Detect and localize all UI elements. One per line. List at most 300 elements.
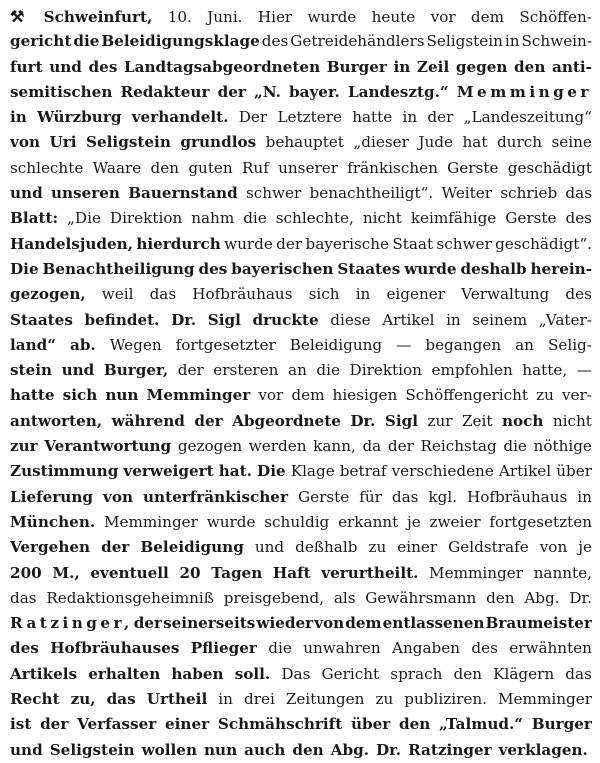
word: 200 [10, 563, 42, 582]
word: an [288, 361, 307, 380]
word: die [316, 361, 340, 380]
word: „Die [67, 209, 101, 228]
word: Recht [10, 690, 60, 709]
word: hierdurch [136, 234, 221, 253]
word: der [217, 82, 246, 101]
word: des [261, 32, 289, 51]
word: soll. [234, 664, 271, 683]
word: Schweinfurt, [43, 8, 153, 26]
word: benachtheiligt“. [309, 184, 434, 203]
word: nicht [552, 411, 592, 430]
word: werden [248, 437, 307, 456]
text-line [10, 130, 592, 155]
word: eigener [386, 285, 446, 304]
text-line [10, 232, 592, 257]
word: wieder [256, 614, 314, 633]
text-line [10, 738, 592, 763]
word: den [514, 57, 546, 76]
word: zur [427, 411, 453, 430]
word: Abgeordnete [232, 411, 341, 430]
word: Direktion [109, 209, 183, 228]
word: von [314, 614, 345, 633]
word: Staates [337, 259, 401, 278]
text-line [10, 510, 592, 535]
word: in [355, 285, 371, 304]
word: weil [101, 285, 134, 304]
word: Ratzinger, [10, 614, 133, 633]
word: als [333, 588, 356, 607]
word: fränkischen [347, 158, 438, 177]
text-line [10, 636, 592, 661]
word: den [399, 715, 431, 734]
word: befindet. [84, 310, 160, 329]
word: Bauernstand [128, 184, 238, 203]
word: Seligstein [49, 740, 135, 759]
text-line [10, 333, 592, 358]
word: Beleidigung [289, 335, 383, 354]
word: schwer [245, 184, 302, 203]
word: 20 [179, 563, 201, 582]
word: den [292, 740, 324, 759]
word: Juni. [207, 8, 243, 26]
word: deshalb [460, 259, 527, 278]
word: Memminger [498, 690, 592, 709]
word: Gerste [447, 158, 499, 177]
word: keimfähige [410, 209, 497, 228]
word: drei [243, 690, 275, 709]
word: Schwein- [521, 32, 592, 51]
word: wurde [307, 8, 357, 26]
word: Beleidigungsklage [101, 32, 260, 51]
word: dem [291, 386, 325, 405]
word: Die [257, 462, 286, 481]
word: „N. [253, 82, 281, 101]
word: Redakteur [120, 82, 210, 101]
word: heute [371, 8, 416, 26]
word: zu [368, 538, 387, 557]
word: Handelsjuden, [10, 234, 133, 253]
word: Benachtheiligung [42, 259, 195, 278]
word: an [515, 335, 534, 354]
word: empfohlen [431, 361, 513, 380]
word: schrieb [500, 184, 558, 203]
word: hiesigen [332, 386, 398, 405]
word: unserer [278, 158, 338, 177]
word: das [391, 487, 419, 506]
word: begangen [425, 335, 502, 354]
text-line [10, 80, 592, 105]
text-line [10, 358, 592, 383]
word: Blatt: [10, 209, 59, 228]
word: Burger, [103, 361, 169, 380]
text-line [10, 586, 592, 611]
word: und [49, 57, 82, 76]
word: druckte [252, 310, 319, 329]
word: zur [10, 437, 38, 456]
word: hatte [10, 386, 55, 405]
word: in [10, 108, 27, 127]
text-line [10, 459, 592, 484]
word: Lieferung [10, 487, 94, 506]
word: verschiedene [391, 462, 494, 481]
word: antworten, [10, 411, 103, 430]
word: Memminger [146, 386, 251, 405]
word: Abg. [524, 588, 560, 607]
word: Dr. [569, 588, 592, 607]
word: dem [345, 614, 382, 633]
word: nannte, [533, 563, 592, 582]
word: vor [430, 8, 456, 26]
word: anti- [551, 57, 592, 76]
word: „Talmud.“ [439, 715, 524, 734]
word: Schmähschrift [217, 715, 343, 734]
word: Seligstein [86, 133, 171, 152]
word: Tagen [211, 563, 263, 582]
word: wurde [206, 512, 256, 531]
word: — [576, 361, 592, 380]
word: gezogen [177, 437, 243, 456]
word: in [446, 310, 461, 329]
word: des [88, 57, 118, 76]
word: Memminger [456, 82, 592, 101]
word: eventuell [90, 563, 169, 582]
word: Uri [49, 133, 77, 152]
text-line [10, 611, 592, 636]
word: in [393, 57, 411, 76]
newspaper-article [10, 4, 592, 763]
word: Dr. [350, 411, 376, 430]
word: des [198, 259, 228, 278]
word: Klage [290, 462, 335, 481]
word: Ruf [241, 158, 269, 177]
word: Zeil [416, 57, 450, 76]
word: gericht [10, 32, 72, 51]
word: kgl. [428, 487, 458, 506]
word: Selig- [547, 335, 592, 354]
word: Vergehen [10, 538, 91, 557]
word: diese [330, 310, 371, 329]
word: Zeitungen [285, 690, 365, 709]
word: herein- [530, 259, 592, 278]
word: während [111, 411, 185, 430]
word: zweier [429, 512, 481, 531]
word: die [268, 639, 292, 658]
word: der [387, 437, 414, 456]
text-line [10, 662, 592, 687]
word: geschädigt [507, 158, 592, 177]
word: Sigl [207, 310, 241, 329]
word: Gerste [505, 209, 557, 228]
word: der [177, 361, 204, 380]
word: ersteren [213, 361, 279, 380]
word: Urtheil [146, 690, 208, 709]
word: entlassenen [382, 614, 485, 633]
word: gegen [455, 57, 508, 76]
word: Wegen [109, 335, 162, 354]
word: sprach [390, 664, 443, 683]
text-line [10, 687, 592, 712]
word: schlechte, [275, 209, 354, 228]
text-line [10, 181, 592, 206]
word: dem [470, 8, 505, 26]
word: Angaben [391, 639, 461, 658]
word: seine [551, 133, 592, 152]
word: nöthige [533, 437, 592, 456]
word: Direktion [349, 361, 422, 380]
word: schlechte [10, 158, 84, 177]
word: da [362, 437, 382, 456]
word: Haft [272, 563, 311, 582]
word: ist [10, 715, 32, 734]
word: Verantwortung [44, 437, 172, 456]
text-line [10, 206, 592, 231]
word: M., [52, 563, 80, 582]
word: Sigl [384, 411, 419, 430]
word: Pflieger [190, 639, 257, 658]
word: wurde [224, 234, 273, 253]
word: Artikel [498, 462, 552, 481]
word: der [276, 234, 303, 253]
text-line [10, 282, 592, 307]
text-line [10, 712, 592, 737]
word: und [61, 361, 95, 380]
word: Ratzinger [408, 740, 492, 759]
word: nicht [362, 209, 402, 228]
word: verklagen. [498, 740, 588, 759]
word: Landtagsabgeordneten [123, 57, 321, 76]
word: Zustimmung [10, 462, 119, 481]
word: das [149, 285, 177, 304]
word: guten [188, 158, 233, 177]
word: nahm [191, 209, 235, 228]
word: einer [165, 715, 210, 734]
word: Artikel [382, 310, 435, 329]
word: das [565, 664, 592, 683]
word: stein [10, 361, 53, 380]
word: Letztere [277, 108, 342, 127]
word: von [10, 133, 40, 152]
word: die [73, 32, 100, 51]
word: je [407, 512, 421, 531]
word: hat. [218, 462, 252, 481]
word: sich [62, 386, 98, 405]
word: Hier [257, 8, 293, 26]
word: Beleidigung [140, 538, 244, 557]
word: je [578, 538, 592, 557]
text-line [10, 308, 592, 333]
word: für [359, 487, 382, 506]
word: vor [258, 386, 284, 405]
word: der [40, 715, 69, 734]
word: Hofbräuhauses [50, 639, 180, 658]
word: schwer [436, 234, 492, 253]
word: deßhalb [295, 538, 358, 557]
word: Jude [418, 133, 453, 152]
word: des [565, 209, 592, 228]
word: zu [375, 690, 394, 709]
word: hatte [352, 108, 393, 127]
word: kann, [313, 437, 356, 456]
text-line [10, 55, 592, 80]
word: zu [536, 386, 554, 405]
word: auch [244, 740, 286, 759]
word: des [10, 639, 39, 658]
word: seinem [472, 310, 528, 329]
word: Hofbräuhaus [192, 285, 293, 304]
text-line [10, 257, 592, 282]
word: betraf [339, 462, 387, 481]
word: nun [105, 386, 139, 405]
word: Burger [531, 715, 592, 734]
word: „Landeszeitung“ [463, 108, 592, 127]
word: schuldig [264, 512, 330, 531]
word: die [243, 209, 267, 228]
text-line [10, 561, 592, 586]
word: verweigert [123, 462, 214, 481]
word: 10. [167, 8, 192, 26]
word: Gerste [297, 487, 350, 506]
text-line [10, 485, 592, 510]
word: hat [462, 133, 488, 152]
word: Die [10, 259, 39, 278]
word: Das [281, 664, 311, 683]
word: und [10, 184, 43, 203]
word: erhalten [88, 664, 161, 683]
word: der [194, 411, 223, 430]
word: den [150, 158, 180, 177]
word: Gewährsmann [365, 588, 477, 607]
word: Memminger [429, 563, 523, 582]
word: der [133, 614, 163, 633]
word: unseren [50, 184, 120, 203]
word: Würzburg [37, 108, 122, 127]
word: noch [501, 411, 544, 430]
word: die [503, 437, 527, 456]
word: des [471, 639, 498, 658]
word: in [504, 32, 520, 51]
word: Staates [10, 310, 73, 329]
word: unwahren [303, 639, 381, 658]
text-line [10, 383, 592, 408]
word: Verwaltung [461, 285, 550, 304]
article-body [10, 4, 592, 763]
word: unterfränkischer [142, 487, 288, 506]
word: Redaktionsgeheimniß [46, 588, 214, 607]
word: Burger [326, 57, 387, 76]
word: Geldstrafe [448, 538, 529, 557]
word: grundlos [180, 133, 257, 152]
word: verhandelt. [131, 108, 229, 127]
text-line [10, 4, 592, 29]
word: haben [171, 664, 224, 683]
word: und [10, 740, 43, 759]
word: hatte, [522, 361, 568, 380]
word: der [101, 538, 130, 557]
word: „Vater- [538, 310, 592, 329]
word: Reichstag [420, 437, 497, 456]
word: sich [308, 285, 340, 304]
word: den [486, 588, 515, 607]
word: Verfasser [77, 715, 157, 734]
word: von [539, 538, 568, 557]
word: der [427, 108, 454, 127]
word: — [396, 335, 412, 354]
word: ver- [561, 386, 592, 405]
word: publiziren. [404, 690, 487, 709]
word: Seligstein [426, 32, 503, 51]
word: Zeit [461, 411, 493, 430]
word: in [402, 108, 418, 127]
word: erwähnten [509, 639, 592, 658]
word: Gericht [321, 664, 380, 683]
word: Abg. [330, 740, 369, 759]
word: bayerische [305, 234, 390, 253]
word: preisgebend, [223, 588, 325, 607]
word: seinerseits [163, 614, 256, 633]
text-line [10, 105, 592, 130]
word: semitischen [10, 82, 113, 101]
word: ab. [70, 335, 96, 354]
word: des [565, 285, 592, 304]
word: geschädigt“. [495, 234, 592, 253]
word: zu, [70, 690, 96, 709]
text-line [10, 156, 592, 181]
word: nun [204, 740, 238, 759]
word: bayer. [289, 82, 340, 101]
word: Hofbräuhaus [467, 487, 568, 506]
word: furt [10, 57, 43, 76]
word: und [254, 538, 285, 557]
word: das [106, 690, 136, 709]
word: einer [397, 538, 438, 557]
word: Dr. [171, 310, 197, 329]
word: Getreidehändlers [290, 32, 425, 51]
word: erkannt [338, 512, 399, 531]
word: durch [496, 133, 542, 152]
word: fortgesetzter [175, 335, 276, 354]
word: das [10, 588, 37, 607]
word: Waare [92, 158, 142, 177]
word: Staat [392, 234, 434, 253]
word: Schöffengericht [405, 386, 529, 405]
word: „dieser [353, 133, 409, 152]
word: über [556, 462, 592, 481]
word: wurde [404, 259, 457, 278]
word: behauptet [265, 133, 344, 152]
text-line [10, 409, 592, 434]
word: Artikels [10, 664, 78, 683]
word: über [350, 715, 391, 734]
word: von [103, 487, 133, 506]
word: Dr. [375, 740, 402, 759]
word: Braumeister [485, 614, 592, 633]
word: wollen [141, 740, 198, 759]
text-line [10, 535, 592, 560]
word: land“ [10, 335, 57, 354]
word: Weiter [441, 184, 493, 203]
word: München. [10, 512, 96, 531]
word: den [453, 664, 483, 683]
word: gezogen, [10, 285, 86, 304]
text-line [10, 434, 592, 459]
word: Landesztg.“ [347, 82, 449, 101]
word: verurtheilt. [321, 563, 419, 582]
word: in [577, 487, 592, 506]
crossed-hammers-icon: ⚒ [10, 7, 25, 26]
word: fortgesetzten [489, 512, 592, 531]
word: Schöffen- [519, 8, 592, 26]
text-line [10, 29, 592, 54]
